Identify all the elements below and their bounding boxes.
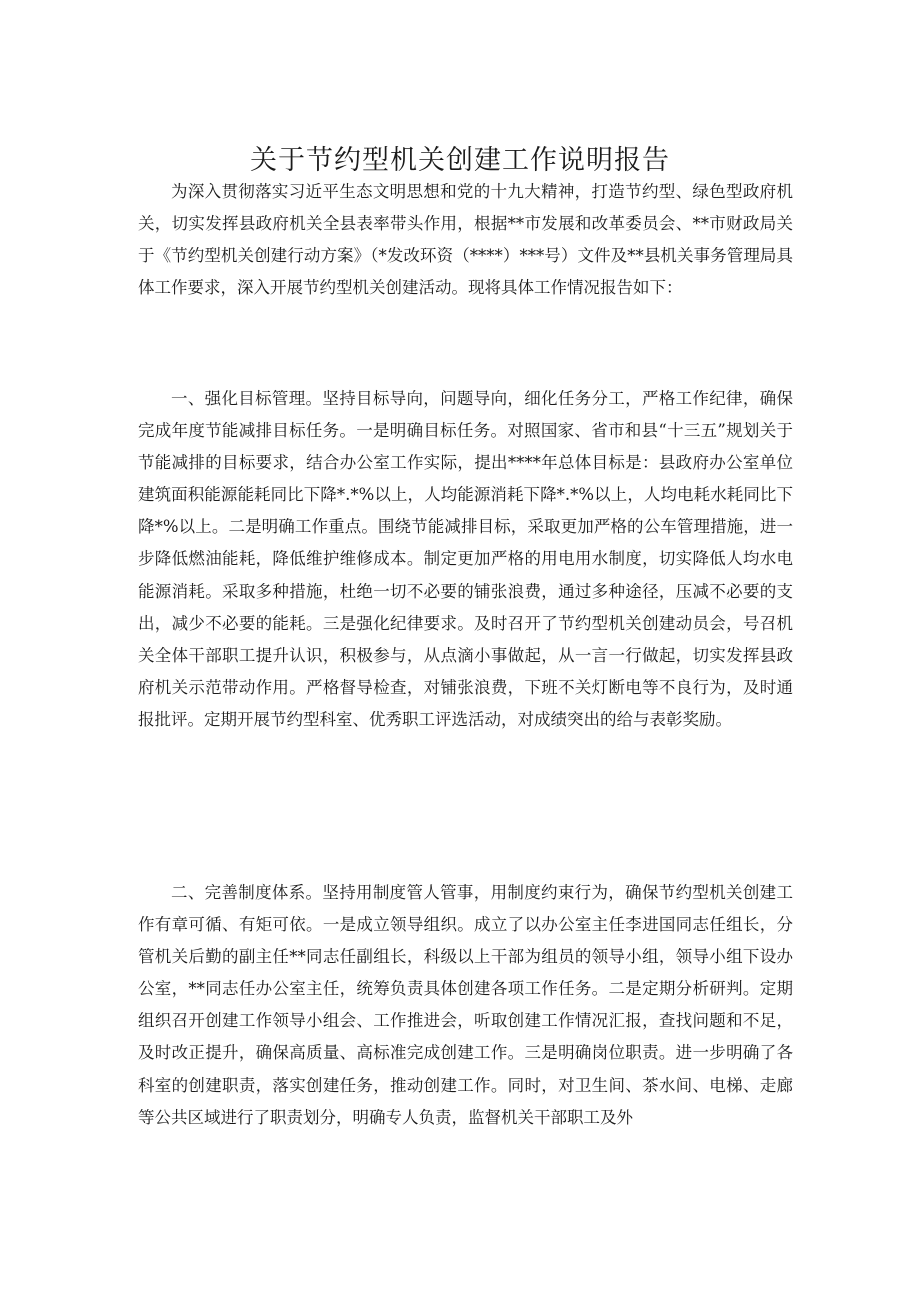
paragraph-section-1: 一、强化目标管理。坚持目标导向，问题导向，细化任务分工，严格工作纪律，确保完成年度节能减排目标任务。一是明确目标任务。对照国家、省市和县“十三五”规划关于节能减排的目标要求，结合办公室工作实际，提出****年总体目标是：县政府办公室单位建筑面积能源能耗同比下降*.*%以上，人均能源消耗下降*.*%以上，人均电耗水耗同比下降*%以上。二是明确工作重点。围绕节能减排目标，采取更加严格的公车管理措施，进一步降低燃油能耗，降低维护维修成本。制定更加严格的用电用水制度，切实降低人均水电能源消耗。采取多种措施，杜绝一切不必要的铺张浪费，通过多种途径，压减不必要的支出，减少不必要的能耗。三是强化纪律要求。及时召开了节约型机关创建动员会，号召机关全体干部职工提升认识，积极参与，从点滴小事做起，从一言一行做起，切实发挥县政府机关示范带动作用。严格督导检查，对铺张浪费，下班不关灯断电等不良行为，及时通报批评。定期开展节约型科室、优秀职工评选活动，对成绩突出的给与表彰奖励。 <box>138 389 793 729</box>
paragraph-intro: 为深入贯彻落实习近平生态文明思想和党的十九大精神，打造节约型、绿色型政府机关，切实发挥县政府机关全县表率带头作用，根据**市发展和改革委员会、**市财政局关于《节约型机关创建行动方案》（*发改环资（****）***号）文件及**县机关事务管理局具体工作要求，深入开展节约型机关创建活动。现将具体工作情况报告如下： <box>138 182 793 298</box>
document-title: 关于节约型机关创建工作说明报告 <box>250 145 670 176</box>
paragraph-section-2: 二、完善制度体系。坚持用制度管人管事，用制度约束行为，确保节约型机关创建工作有章可循、有矩可依。一是成立领导组织。成立了以办公室主任李进国同志任组长，分管机关后勤的副主任**同志任副组长，科级以上干部为组员的领导小组，领导小组下设办公室，**同志任办公室主任，统筹负责具体创建各项工作任务。二是定期分析研判。定期组织召开创建工作领导小组会、工作推进会，听取创建工作情况汇报，查找问题和不足，及时改正提升，确保高质量、高标准完成创建工作。三是明确岗位职责。进一步明确了各科室的创建职责，落实创建任务，推动创建工作。同时，对卫生间、茶水间、电梯、走廊等公共区域进行了职责划分，明确专人负责，监督机关干部职工及外 <box>138 883 793 1127</box>
